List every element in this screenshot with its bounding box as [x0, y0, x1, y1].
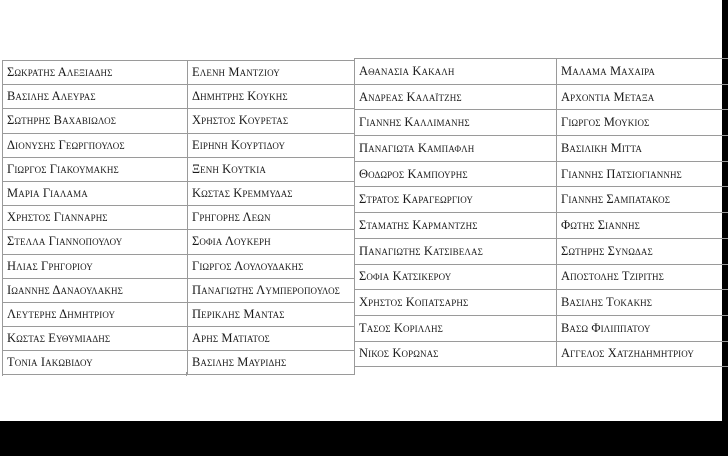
table-cell: Νικος Κορωνας	[355, 341, 557, 367]
table-cell: Αποστολης Τζιριτης	[557, 264, 728, 290]
table-cell: Μαρια Γιαλαμα	[3, 181, 188, 205]
table-row	[3, 278, 355, 302]
table-cell: Τασος Κοριλλης	[355, 315, 557, 341]
table-cell: Γιωργος Γιακουμακης	[3, 157, 188, 181]
table-cell: Αρχοντια Μεταξα	[557, 84, 728, 110]
table-cell: Ανδρεας Καλαϊτζης	[355, 84, 557, 110]
table-cell: Φωτης Σιαννης	[557, 213, 728, 239]
table-cell: Βασιλης Μαυριδης	[188, 351, 355, 375]
table-row	[3, 254, 355, 278]
bottom-black-border	[0, 421, 728, 456]
table-cell: Μαλαμα Μαχαιρα	[557, 59, 728, 85]
table-row	[355, 84, 728, 110]
names-table-left-body	[3, 61, 355, 375]
table-row	[355, 161, 728, 187]
table-cell: Σωτηρης Βαχαβιωλος	[3, 109, 188, 133]
table-row	[3, 351, 355, 375]
table-cell: Στρατος Καραγεωργιου	[355, 187, 557, 213]
table-row	[355, 290, 728, 316]
table-row	[3, 302, 355, 326]
table-row	[3, 85, 355, 109]
table-row	[355, 341, 728, 367]
table-cell: Σοφια Κατσικερου	[355, 264, 557, 290]
table-cell: Βασιλικη Μιττα	[557, 136, 728, 162]
table-cell: Διονυσης Γεωργπουλος	[3, 133, 188, 157]
table-row	[3, 109, 355, 133]
table-edge-stub	[2, 372, 3, 376]
table-cell: Ξενη Κουτκια	[188, 157, 355, 181]
table-cell: Βασιλης Αλευρας	[3, 85, 188, 109]
names-table-right	[354, 58, 728, 367]
table-row	[3, 327, 355, 351]
table-cell: Γρηγορης Λεων	[188, 206, 355, 230]
table-cell: Αγγελος Χατζηδημητριου	[557, 341, 728, 367]
table-cell: Παναγιωτης Κατσιβελας	[355, 238, 557, 264]
table-cell: Λευτερης Δημητριου	[3, 302, 188, 326]
table-row	[3, 230, 355, 254]
table-cell: Χρηστος Κουρετας	[188, 109, 355, 133]
table-edge-stub	[186, 372, 187, 376]
table-cell: Γιωργος Λουλουδακης	[188, 254, 355, 278]
table-row	[355, 213, 728, 239]
table-row	[355, 238, 728, 264]
table-cell: Γιωργος Μουκιος	[557, 110, 728, 136]
table-cell: Παναγιωτης Λυμπεροπουλος	[188, 278, 355, 302]
table-cell: Αθανασια Κακαλη	[355, 59, 557, 85]
table-row	[355, 315, 728, 341]
table-cell: Κωστας Ευθυμιαδης	[3, 327, 188, 351]
table-cell: Αρης Ματιατος	[188, 327, 355, 351]
table-cell: Ιωαννης Δαναουλακης	[3, 278, 188, 302]
table-cell: Ελενη Μαντζιου	[188, 61, 355, 85]
table-row	[355, 187, 728, 213]
table-row	[355, 110, 728, 136]
table-cell: Γιαννης Σαμπατακος	[557, 187, 728, 213]
table-cell: Χρηστος Κοπατσαρης	[355, 290, 557, 316]
table-cell: Ηλιας Γρηγοριου	[3, 254, 188, 278]
table-cell: Σοφια Λουκερη	[188, 230, 355, 254]
table-row	[355, 136, 728, 162]
table-row	[355, 59, 728, 85]
table-cell: Κωστας Κρεμμυδας	[188, 181, 355, 205]
table-row	[3, 61, 355, 85]
table-row	[3, 133, 355, 157]
table-cell: Σωκρατης Αλεξιαδης	[3, 61, 188, 85]
table-cell: Σταματης Καρμαντζης	[355, 213, 557, 239]
table-cell: Ειρηνη Κουρτιδου	[188, 133, 355, 157]
table-row	[3, 181, 355, 205]
table-cell: Βασω Φιλιππατου	[557, 315, 728, 341]
table-cell: Γιαννης Καλλιμανης	[355, 110, 557, 136]
names-table-left	[2, 60, 355, 375]
table-row	[3, 206, 355, 230]
table-cell: Βασιλης Τοκακης	[557, 290, 728, 316]
table-cell: Περικλης Μαντας	[188, 302, 355, 326]
table-cell: Χρηστος Γιανναρης	[3, 206, 188, 230]
table-cell: Στελλα Γιαννοπουλου	[3, 230, 188, 254]
names-table-right-body	[355, 59, 728, 367]
table-cell: Θοδωρος Καμπουρης	[355, 161, 557, 187]
table-cell: Δημητρης Κουκης	[188, 85, 355, 109]
table-cell: Γιαννης Πατσιογιαννης	[557, 161, 728, 187]
table-cell: Τονια Ιακωβιδου	[3, 351, 188, 375]
table-row	[355, 264, 728, 290]
table-cell: Σωτηρης Συνωδας	[557, 238, 728, 264]
table-cell: Παναγιωτα Καμπαφλη	[355, 136, 557, 162]
table-row	[3, 157, 355, 181]
